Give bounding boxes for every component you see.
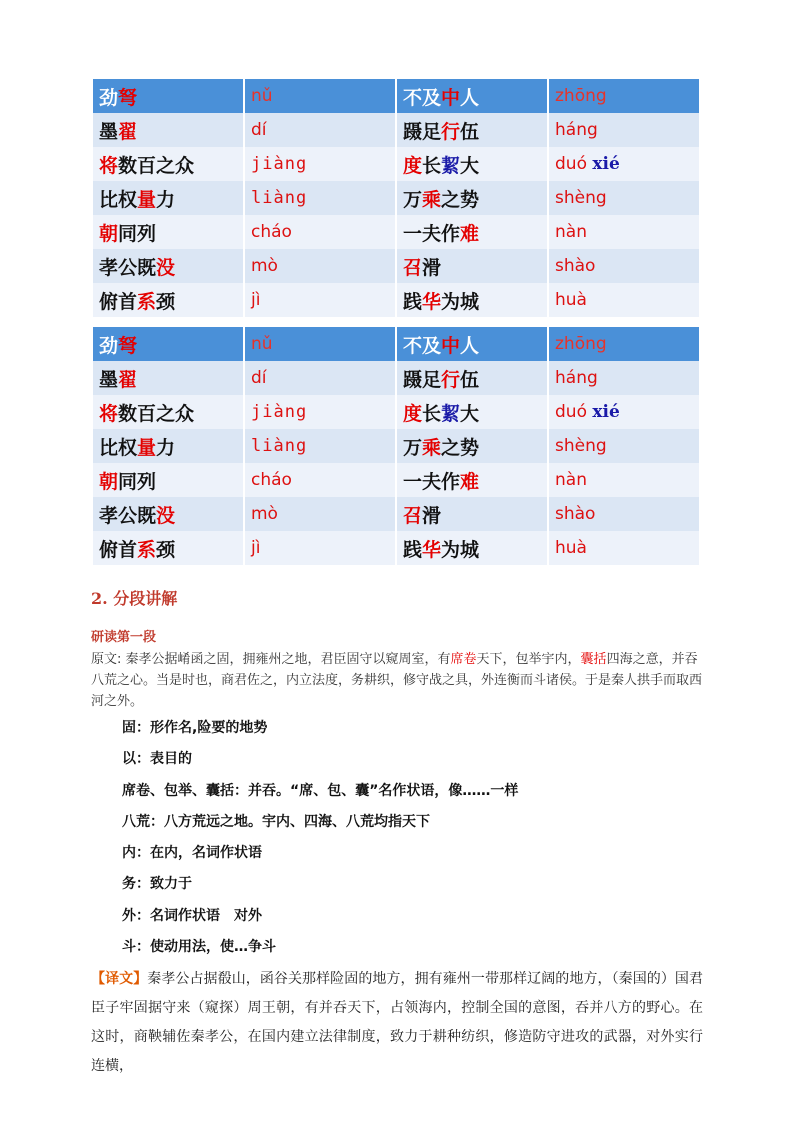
term-key-char: 系: [137, 290, 157, 313]
term-key-char: 朝: [99, 222, 119, 245]
annotation-item: 斗：使动用法，使…争斗: [122, 939, 276, 956]
pinyin-text: liàng: [251, 188, 308, 208]
term-key-char: 系: [137, 538, 157, 561]
pinyin-text: jiàng: [251, 402, 308, 422]
pinyin-cell: [549, 395, 699, 429]
term-key-char: 行: [441, 120, 461, 143]
term-cell: [93, 249, 243, 283]
term-text: 不及: [403, 334, 442, 357]
vocab-row: [93, 327, 699, 361]
term-key-char: 将: [99, 154, 119, 177]
term-cell: [397, 463, 547, 497]
term-key-char: 华: [422, 538, 442, 561]
pinyin-text: nàn: [555, 222, 587, 242]
term-text: 践: [403, 290, 423, 313]
term-key-char: 朝: [99, 470, 119, 493]
term-cell: [397, 113, 547, 147]
term-text: 之势: [441, 436, 480, 459]
term-text: 万: [403, 188, 423, 211]
pinyin-cell: [245, 463, 395, 497]
pinyin-text: háng: [555, 120, 598, 140]
term-key-char: 召: [403, 256, 423, 279]
term-text: 蹑足: [403, 368, 442, 391]
pinyin-cell: [245, 79, 395, 113]
term-cell: [397, 249, 547, 283]
term-cell: [397, 215, 547, 249]
pinyin-text: liàng: [251, 436, 308, 456]
term-key-char: 度: [403, 402, 423, 425]
term-key-char: 华: [422, 290, 442, 313]
pinyin-text: zhōng: [555, 334, 607, 354]
term-key-char-2: 絜: [441, 402, 461, 425]
term-key-char: 量: [137, 188, 157, 211]
pinyin-text: nǔ: [251, 334, 273, 354]
term-key-char: 召: [403, 504, 423, 527]
vocab-row: [93, 429, 699, 463]
term-text: 同列: [118, 222, 157, 245]
pinyin-text: háng: [555, 368, 598, 388]
term-text: 万: [403, 436, 423, 459]
term-text: 比权: [99, 188, 138, 211]
pinyin-text: mò: [251, 504, 278, 524]
term-text: 蹑足: [403, 120, 442, 143]
term-text: 一夫作: [403, 470, 461, 493]
term-key-char: 没: [156, 256, 176, 279]
annotation-item: 外：名词作状语 对外: [122, 907, 262, 924]
term-text: 墨: [99, 368, 119, 391]
term-cell: [397, 79, 547, 113]
term-cell: [93, 395, 243, 429]
pinyin-cell: [245, 361, 395, 395]
annotation-item: 务：致力于: [122, 876, 192, 893]
annotation-list: [122, 718, 518, 968]
term-key-char: 弩: [118, 86, 138, 109]
original-text: [91, 649, 703, 712]
term-cell: [93, 463, 243, 497]
term-text: 数百之众: [118, 154, 195, 177]
pinyin-text: shèng: [555, 436, 607, 456]
term-text: 为城: [441, 290, 480, 313]
term-text: 人: [460, 86, 480, 109]
term-text: 一夫作: [403, 222, 461, 245]
translation-paragraph: [91, 965, 703, 1081]
pinyin-text: dí: [251, 368, 267, 388]
pinyin-cell: [245, 249, 395, 283]
term-cell: [93, 429, 243, 463]
vocab-table-1: [91, 79, 701, 317]
translation-text: 秦孝公占据殽山，函谷关那样险固的地方，拥有雍州一带那样辽阔的地方，（秦国的）国君臣子牢固据守来（窥探）周王朝，有并吞天下，占领海内，控制全国的意图，吞并八方的野心。在这时，商鞅辅佐秦孝公，在国内建立法律制度，致力于耕种纺织，修造防守进攻的武器，对外实行连横，: [91, 971, 703, 1074]
pinyin-text: jiàng: [251, 154, 308, 174]
vocab-row: [93, 215, 699, 249]
term-cell: [397, 181, 547, 215]
pinyin-text: cháo: [251, 222, 292, 242]
term-text: 墨: [99, 120, 119, 143]
pinyin-cell: [245, 113, 395, 147]
annotation-item: 固：形作名,险要的地势: [122, 720, 268, 736]
vocab-row: [93, 181, 699, 215]
pinyin-cell: [245, 395, 395, 429]
term-cell: [93, 215, 243, 249]
pinyin-cell: [549, 497, 699, 531]
term-cell: [93, 327, 243, 361]
term-text: 大: [460, 402, 480, 425]
pinyin-text: duó: [555, 402, 587, 422]
term-cell: [397, 395, 547, 429]
term-key-char: 将: [99, 402, 119, 425]
annotation-item: 内：在内，名词作状语: [122, 845, 262, 862]
term-cell: [93, 361, 243, 395]
term-text: 为城: [441, 538, 480, 561]
pinyin-text: jì: [251, 290, 261, 310]
pinyin-cell: [549, 215, 699, 249]
term-cell: [397, 531, 547, 565]
term-key-char: 乘: [422, 188, 442, 211]
vocab-row: [93, 361, 699, 395]
pinyin-text: duó: [555, 154, 587, 174]
original-text-part: 原文: 秦孝公据崤函之固，拥雍州之地，君臣固守以窥周室，有: [91, 652, 451, 667]
term-text: 劲: [99, 334, 119, 357]
pinyin-text-2: xié: [592, 402, 620, 422]
term-cell: [397, 327, 547, 361]
term-text: 践: [403, 538, 423, 561]
pinyin-text: jì: [251, 538, 261, 558]
term-text: 颈: [156, 538, 176, 561]
term-text: 比权: [99, 436, 138, 459]
pinyin-text: huà: [555, 538, 587, 558]
pinyin-cell: [549, 361, 699, 395]
pinyin-cell: [245, 531, 395, 565]
term-cell: [397, 361, 547, 395]
pinyin-text: cháo: [251, 470, 292, 490]
term-key-char: 难: [460, 470, 480, 493]
pinyin-cell: [245, 429, 395, 463]
vocab-row: [93, 79, 699, 113]
term-text: 劲: [99, 86, 119, 109]
term-cell: [397, 147, 547, 181]
term-text: 不及: [403, 86, 442, 109]
original-text-part: 天下，包举宇内，: [476, 652, 581, 667]
term-text: 之势: [441, 188, 480, 211]
term-cell: [93, 181, 243, 215]
term-text: 伍: [460, 120, 480, 143]
term-key-char: 度: [403, 154, 423, 177]
pinyin-cell: [245, 147, 395, 181]
vocab-table-2: [91, 327, 701, 565]
pinyin-cell: [549, 147, 699, 181]
pinyin-cell: [549, 283, 699, 317]
section-title: 2. 分段讲解: [91, 589, 178, 608]
term-key-char: 行: [441, 368, 461, 391]
term-text: 俯首: [99, 290, 138, 313]
term-key-char: 翟: [118, 368, 138, 391]
term-text: 孝公既: [99, 504, 157, 527]
pinyin-cell: [245, 283, 395, 317]
pinyin-cell: [245, 181, 395, 215]
section-subtitle: 研读第一段: [91, 630, 157, 645]
term-text: 伍: [460, 368, 480, 391]
term-text: 滑: [422, 504, 442, 527]
vocab-row: [93, 147, 699, 181]
term-text: 力: [156, 436, 176, 459]
vocab-row: [93, 113, 699, 147]
term-text: 长: [422, 402, 442, 425]
term-text: 大: [460, 154, 480, 177]
term-cell: [93, 283, 243, 317]
vocab-row: [93, 531, 699, 565]
original-text-highlight: 囊括: [580, 652, 607, 667]
vocab-row: [93, 249, 699, 283]
term-text: 孝公既: [99, 256, 157, 279]
term-text: 人: [460, 334, 480, 357]
pinyin-cell: [245, 215, 395, 249]
annotation-item: 以：表目的: [122, 751, 192, 768]
pinyin-cell: [549, 463, 699, 497]
translation-tag: 【译文】: [91, 971, 148, 987]
term-cell: [93, 113, 243, 147]
term-text: 颈: [156, 290, 176, 313]
term-cell: [397, 283, 547, 317]
term-text: 数百之众: [118, 402, 195, 425]
annotation-item: 八荒：八方荒远之地。宇内、四海、八荒均指天下: [122, 813, 430, 830]
pinyin-cell: [549, 327, 699, 361]
pinyin-text: dí: [251, 120, 267, 140]
pinyin-text: shèng: [555, 188, 607, 208]
term-key-char: 没: [156, 504, 176, 527]
pinyin-cell: [549, 249, 699, 283]
pinyin-cell: [549, 79, 699, 113]
vocab-row: [93, 395, 699, 429]
term-key-char: 翟: [118, 120, 138, 143]
term-cell: [93, 79, 243, 113]
term-key-char: 弩: [118, 334, 138, 357]
pinyin-cell: [549, 429, 699, 463]
term-text: 同列: [118, 470, 157, 493]
pinyin-text-2: xié: [592, 154, 620, 174]
vocab-row: [93, 497, 699, 531]
pinyin-text: nǔ: [251, 86, 273, 106]
pinyin-cell: [549, 113, 699, 147]
term-text: 滑: [422, 256, 442, 279]
term-cell: [93, 497, 243, 531]
pinyin-cell: [549, 181, 699, 215]
term-key-char: 难: [460, 222, 480, 245]
term-text: 俯首: [99, 538, 138, 561]
term-key-char: 乘: [422, 436, 442, 459]
term-cell: [93, 147, 243, 181]
annotation-item: 席卷、包举、囊括：并吞。“席、包、囊”名作状语，像……一样: [122, 782, 519, 799]
term-key-char: 中: [441, 86, 461, 109]
pinyin-text: zhōng: [555, 86, 607, 106]
term-key-char: 中: [441, 334, 461, 357]
pinyin-text: huà: [555, 290, 587, 310]
vocab-row: [93, 283, 699, 317]
term-cell: [397, 429, 547, 463]
pinyin-text: shào: [555, 504, 596, 524]
term-cell: [93, 531, 243, 565]
pinyin-cell: [245, 497, 395, 531]
original-text-part: 四海之意，并吞八荒之心。当是时也，商君佐之，内立法度，务耕织，修守战之具，外连衡而斗诸侯。于是秦人拱手而取西河之外。: [91, 652, 703, 709]
pinyin-cell: [245, 327, 395, 361]
pinyin-cell: [549, 531, 699, 565]
term-cell: [397, 497, 547, 531]
term-text: 长: [422, 154, 442, 177]
term-key-char-2: 絜: [441, 154, 461, 177]
term-text: 力: [156, 188, 176, 211]
original-text-highlight: 席卷: [450, 652, 477, 667]
pinyin-text: mò: [251, 256, 278, 276]
vocab-row: [93, 463, 699, 497]
term-key-char: 量: [137, 436, 157, 459]
pinyin-text: shào: [555, 256, 596, 276]
pinyin-text: nàn: [555, 470, 587, 490]
